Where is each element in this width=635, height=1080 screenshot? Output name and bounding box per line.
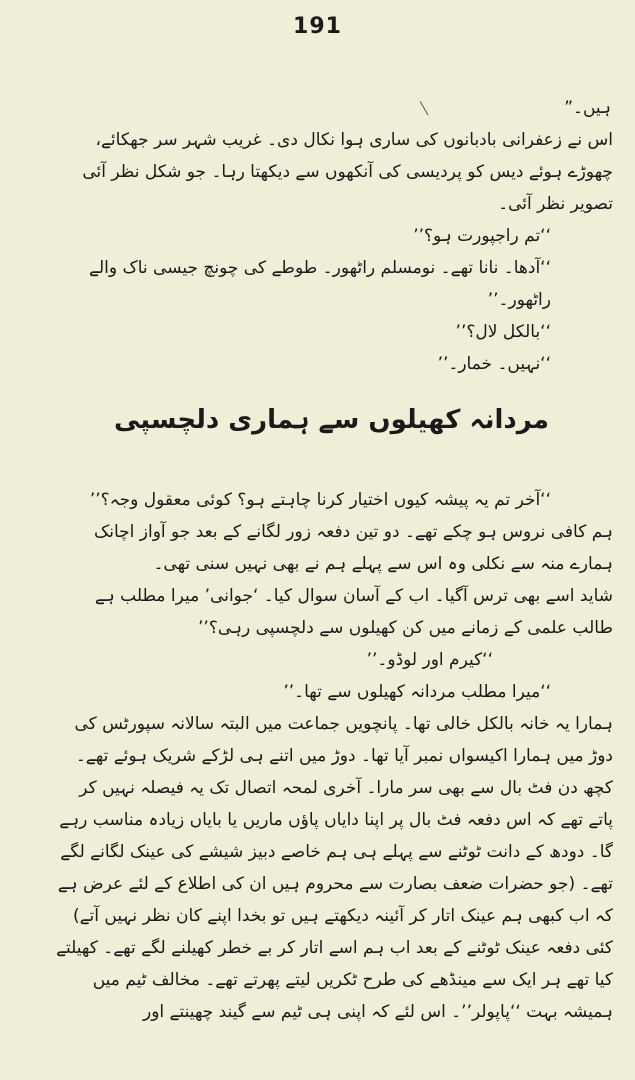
paragraph-nervous: ہم کافی نروس ہو چکے تھے۔ دو تین دفعہ زور لگانے کے بعد جو آواز اچانک ہمارے منہ سے نکلی وہ اس سے پہلے ہم نے بھی نہیں سنی تھی۔ (94, 522, 613, 574)
section-heading: مردانہ کھیلوں سے ہماری دلچسپی (114, 405, 549, 435)
paragraph-closing-quote: ہیں۔” (564, 98, 611, 118)
dialogue-rajput: ‘‘تم راجپورت ہو؟’’ (413, 226, 551, 246)
paragraph-shayad: شاید اسے بھی ترس آگیا۔ اب کے آسان سوال کیا۔ ‘جوانی’ میرا مطلب ہے طالب علمی کے زمانے میں کن کھیلوں سے دلچسپی رہی؟’’ (94, 586, 613, 638)
dialogue-mardana: ‘‘میرا مطلب مردانہ کھیلوں سے تھا۔’’ (283, 682, 551, 702)
paragraph-zafrani: اس نے زعفرانی بادبانوں کی ساری ہوا نکال دی۔ غریب شہر سر جھکائے، چھوڑے ہوئے دیس کو پردیسی کی آنکھوں سے دیکھتا رہا۔ جو شکل نظر آئی تصویر نظر آئی۔ (82, 130, 613, 214)
dialogue-akhir-tum: ‘‘آخر تم یہ پیشہ کیوں اختیار کرنا چاہتے ہو؟ کوئی معقول وجہ؟’’ (89, 490, 551, 510)
dialogue-bilkul-lal: ‘‘بالکل لال؟’’ (455, 322, 551, 342)
dialogue-aadha: ‘‘آدھا۔ نانا تھے۔ نومسلم راٹھور۔ طوطے کی چونچ جیسی ناک والے راٹھور۔’’ (89, 258, 551, 310)
dialogue-carrom-ludo: ‘‘کیرم اور لوڈو۔’’ (366, 650, 493, 670)
page-body (50, 92, 613, 1028)
dialogue-nahin-khumar: ‘‘نہیں۔ خمار۔’’ (437, 354, 551, 374)
page-number: 191 (293, 14, 342, 39)
paragraph-khana-khali: ہمارا یہ خانہ بالکل خالی تھا۔ پانچویں جماعت میں البتہ سالانہ سپورٹس کی دوڑ میں ہمارا اکیسواں نمبر آیا تھا۔ دوڑ میں اتنے ہی لڑکے شریک ہوئے تھے۔ کچھ دن فٹ بال سے بھی سر مارا۔ آخری لمحہ اتصال تک یہ فیصلہ نہیں کر پاتے تھے کہ اس دفعہ فٹ بال پر اپنا دایاں پاؤں ماریں یا بایاں زیادہ مناسب رہے گا۔ دودھ کے دانت ٹوٹنے سے پہلے ہی ہم خاصے دبیز شیشے کی عینک لگانے لگے تھے۔ (جو حضرات ضعف بصارت سے محروم ہیں ان کی اطلاع کے لئے عرض ہے کہ اب کبھی ہم عینک اتار کر آئینہ دیکھتے ہیں تو بخدا اپنے کان نظر نہیں آتے) کئی دفعہ عینک ٹوٹنے کے بعد اب ہم اسے اتار کر بے خطر کھیلنے لگے تھے۔ کھیلتے کیا تھے ہر ایک سے مینڈھے کی طرح ٹکریں لیتے پھرتے تھے۔ مخالف ٹیم میں ہمیشہ بہت ‘‘پاپولر’’۔ اس لئے کہ اپنی ہی ٹیم سے گیند چھینتے اور (56, 714, 613, 1022)
